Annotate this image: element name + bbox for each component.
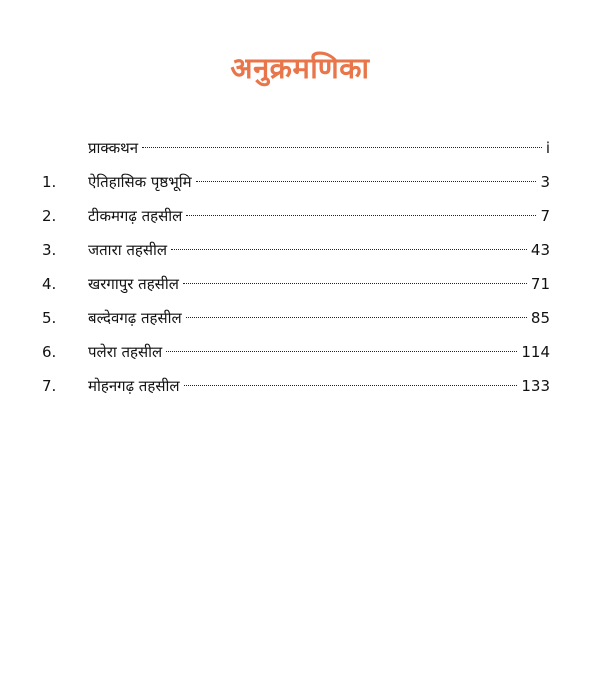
dot-leader bbox=[186, 317, 527, 318]
toc-entry bbox=[0, 268, 600, 300]
entry-number: 4. bbox=[42, 275, 57, 293]
toc-entry bbox=[0, 370, 600, 402]
dot-leader bbox=[184, 385, 518, 386]
entry-label: ऐतिहासिक पृष्ठभूमि bbox=[88, 173, 192, 191]
entry-label: प्राक्कथन bbox=[88, 139, 139, 157]
toc-entry bbox=[0, 200, 600, 232]
entry-number: 7. bbox=[42, 377, 57, 395]
dot-leader bbox=[142, 147, 542, 148]
entry-label: खरगापुर तहसील bbox=[88, 275, 179, 293]
entry-page: 133 bbox=[521, 377, 550, 395]
entry-page: 71 bbox=[530, 275, 550, 293]
dot-leader bbox=[171, 249, 527, 250]
entry-number: 1. bbox=[42, 173, 57, 191]
entry-label: बल्देवगढ़ तहसील bbox=[88, 309, 182, 327]
entry-page: 85 bbox=[530, 309, 550, 327]
toc-entry bbox=[0, 234, 600, 266]
entry-label: पलेरा तहसील bbox=[88, 343, 163, 361]
toc-entry bbox=[0, 166, 600, 198]
toc-entry bbox=[0, 132, 600, 164]
toc-entry bbox=[0, 336, 600, 368]
dot-leader bbox=[166, 351, 517, 352]
dot-leader bbox=[196, 181, 537, 182]
toc-entry bbox=[0, 302, 600, 334]
entry-number: 5. bbox=[42, 309, 57, 327]
entry-number: 3. bbox=[42, 241, 57, 259]
entry-label: टीकमगढ़ तहसील bbox=[88, 207, 183, 225]
entry-label: मोहनगढ़ तहसील bbox=[88, 377, 180, 395]
entry-page: i bbox=[545, 139, 550, 157]
page-title: अनुक्रमणिका bbox=[230, 51, 370, 85]
entry-number: 2. bbox=[42, 207, 57, 225]
dot-leader bbox=[183, 283, 527, 284]
dot-leader bbox=[186, 215, 536, 216]
entry-page: 114 bbox=[521, 343, 550, 361]
entry-label: जतारा तहसील bbox=[88, 241, 168, 259]
entry-page: 43 bbox=[530, 241, 550, 259]
entry-page: 3 bbox=[540, 173, 550, 191]
entry-number: 6. bbox=[42, 343, 57, 361]
entry-page: 7 bbox=[540, 207, 550, 225]
